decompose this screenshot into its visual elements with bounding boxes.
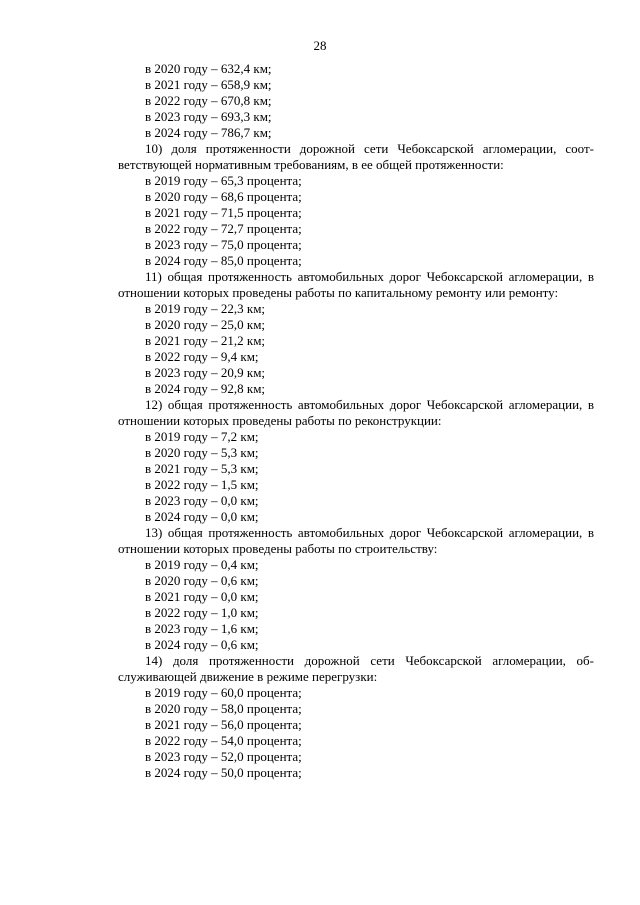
year-value-line: в 2021 году – 0,0 км; xyxy=(145,589,259,604)
indicator-paragraph: 10) доля протяженности дорожной сети Чебоксарской агломерации, соответствующей нормативным требованиям, в ее общей протяженности: xyxy=(118,141,594,172)
year-value-line: в 2019 году – 0,4 км; xyxy=(145,557,259,572)
year-value-line: в 2022 году – 1,0 км; xyxy=(145,605,259,620)
year-value-line: в 2023 году – 0,0 км; xyxy=(145,493,259,508)
year-value-line: в 2020 году – 5,3 км; xyxy=(145,445,259,460)
year-value-line: в 2021 году – 21,2 км; xyxy=(145,333,266,348)
year-value-line: в 2020 году – 632,4 км; xyxy=(145,61,272,76)
year-value-line: в 2021 году – 5,3 км; xyxy=(145,461,259,476)
year-value-line: в 2023 году – 52,0 процента; xyxy=(145,749,302,764)
year-value-line: в 2024 году – 0,6 км; xyxy=(145,637,259,652)
year-value-line: в 2023 году – 75,0 процента; xyxy=(145,237,302,252)
year-value-line: в 2023 году – 693,3 км; xyxy=(145,109,272,124)
document-body xyxy=(118,61,594,781)
indicator-paragraph: 12) общая протяженность автомобильных дорог Чебоксарской агломерации, в отношении которых проведены работы по реконструкции: xyxy=(118,397,594,428)
year-value-line: в 2022 году – 72,7 процента; xyxy=(145,221,302,236)
year-value-line: в 2020 году – 0,6 км; xyxy=(145,573,259,588)
year-value-line: в 2024 году – 0,0 км; xyxy=(145,509,259,524)
year-value-line: в 2020 году – 68,6 процента; xyxy=(145,189,302,204)
year-value-line: в 2023 году – 1,6 км; xyxy=(145,621,259,636)
year-value-line: в 2024 году – 92,8 км; xyxy=(145,381,266,396)
year-value-line: в 2022 году – 1,5 км; xyxy=(145,477,259,492)
year-value-line: в 2021 году – 658,9 км; xyxy=(145,77,272,92)
year-value-line: в 2019 году – 7,2 км; xyxy=(145,429,259,444)
indicator-paragraph: 11) общая протяженность автомобильных дорог Чебоксарской агломерации, в отношении которых проведены работы по капитальному ремонту или ремонту: xyxy=(118,269,594,300)
year-value-line: в 2022 году – 9,4 км; xyxy=(145,349,259,364)
year-value-line: в 2019 году – 22,3 км; xyxy=(145,301,266,316)
indicator-paragraph: 13) общая протяженность автомобильных дорог Чебоксарской агломерации, в отношении которых проведены работы по строительству: xyxy=(118,525,594,556)
year-value-line: в 2023 году – 20,9 км; xyxy=(145,365,266,380)
year-value-line: в 2021 году – 56,0 процента; xyxy=(145,717,302,732)
year-value-line: в 2024 году – 786,7 км; xyxy=(145,125,272,140)
year-value-line: в 2020 году – 25,0 км; xyxy=(145,317,266,332)
page-number: 28 xyxy=(313,38,327,53)
year-value-line: в 2020 году – 58,0 процента; xyxy=(145,701,302,716)
year-value-line: в 2022 году – 54,0 процента; xyxy=(145,733,302,748)
year-value-line: в 2022 году – 670,8 км; xyxy=(145,93,272,108)
year-value-line: в 2019 году – 65,3 процента; xyxy=(145,173,302,188)
year-value-line: в 2024 году – 85,0 процента; xyxy=(145,253,302,268)
year-value-line: в 2024 году – 50,0 процента; xyxy=(145,765,302,780)
indicator-paragraph: 14) доля протяженности дорожной сети Чебоксарской агломерации, обслуживающей движение в режиме перегрузки: xyxy=(118,653,594,684)
year-value-line: в 2021 году – 71,5 процента; xyxy=(145,205,302,220)
year-value-line: в 2019 году – 60,0 процента; xyxy=(145,685,302,700)
